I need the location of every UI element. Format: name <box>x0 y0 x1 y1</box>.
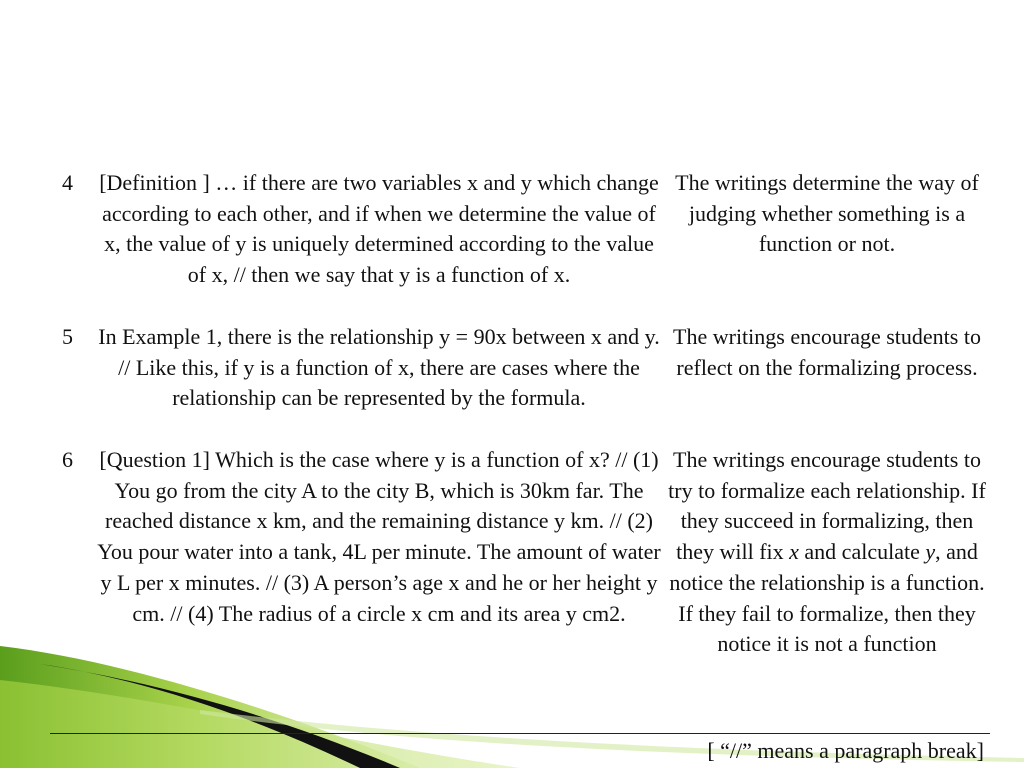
row-number: 4 <box>62 170 73 195</box>
row-number: 5 <box>62 324 73 349</box>
variable-y: y <box>925 539 936 565</box>
commentary-part: The writings encourage students to try to formalize each relationship. If they succeed in formalizing, then they will fix <box>668 447 986 565</box>
textbook-excerpt: [Definition ] … if there are two variables x and y which change according to each other, and if when we determine the value of x, the value of y is uniquely determined according to the value of x, // then we say that y is a function of x. <box>99 170 659 288</box>
commentary-part: and calculate <box>798 539 926 565</box>
commentary <box>668 445 986 660</box>
commentary: The writings encourage students to reflect on the formalizing process. <box>673 324 981 380</box>
row-number: 6 <box>62 447 73 472</box>
textbook-excerpt: [Question 1] Which is the case where y is a function of x? // (1) You go from the city A to the city B, which is 30km far. The reached distance x km, and the remaining distance y km. // (2) You pour water into a tank, 4L per minute. The amount of water y L per x minutes. // (3) A person’s age x and he or her height y cm. // (4) The radius of a circle x cm and its area y cm2. <box>97 447 661 626</box>
footnote: [ “//” means a paragraph break] <box>707 738 984 763</box>
variable-x: x <box>789 539 799 565</box>
textbook-excerpt: In Example 1, there is the relationship y = 90x between x and y. // Like this, if y is a function of x, there are cases where the relationship can be represented by the formula. <box>98 324 660 411</box>
commentary-part: , and notice the relationship is a function. If they fail to formalize, then they notice it is not a function <box>669 539 985 657</box>
footnote-divider <box>50 733 990 734</box>
commentary: The writings determine the way of judging whether something is a function or not. <box>675 170 979 257</box>
